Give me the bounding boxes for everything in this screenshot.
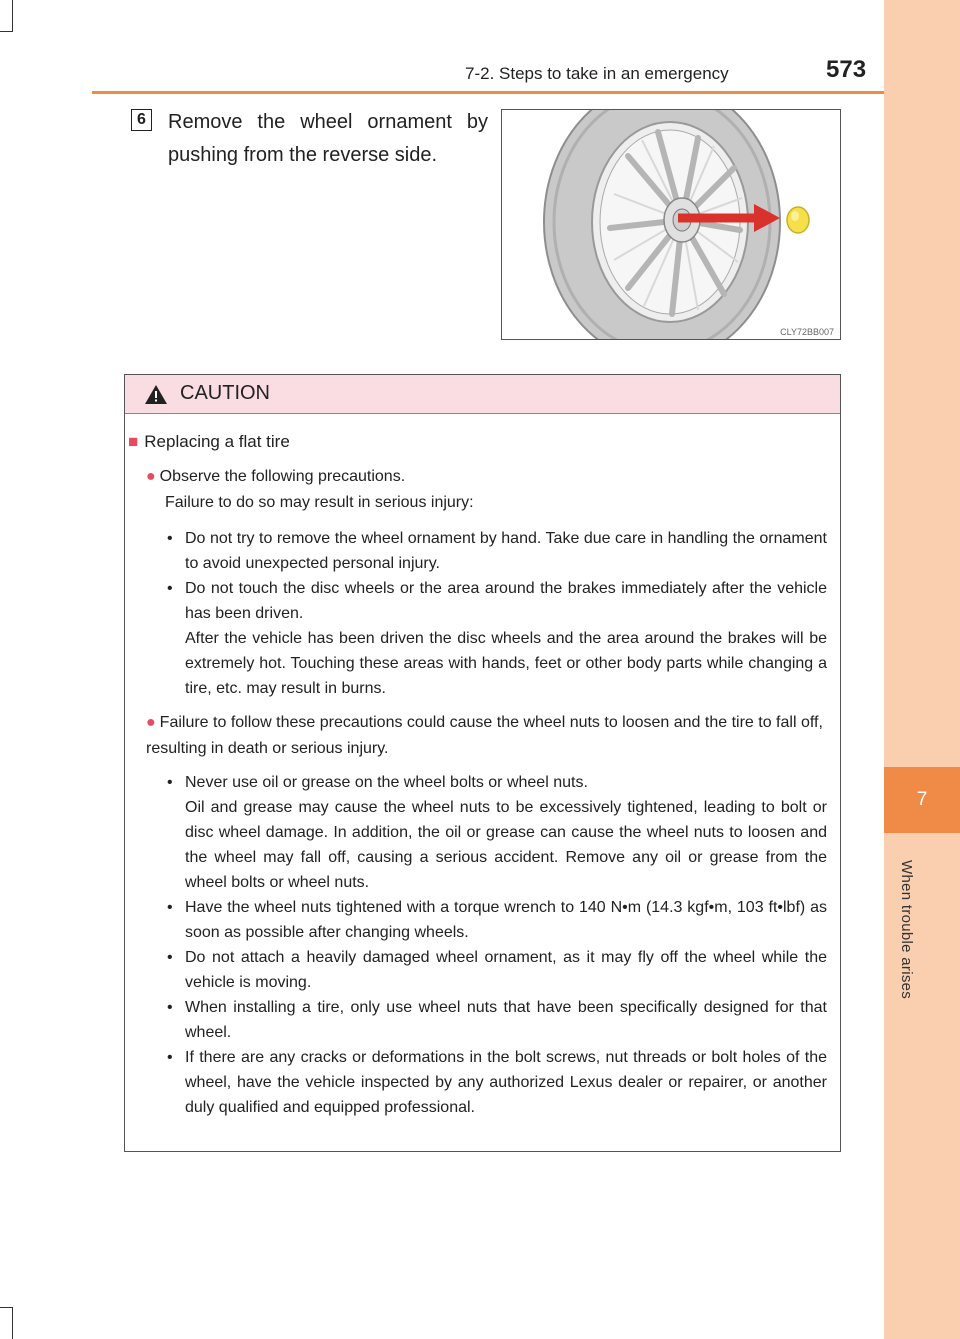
bullet-text: Do not try to remove the wheel ornament by hand. Take due care in handling the ornament to avoid unexpected personal injury.: [185, 530, 827, 572]
chapter-number: 7: [884, 767, 960, 833]
list-item: [167, 945, 827, 995]
caution-section-title: [128, 432, 290, 452]
step-instruction: Remove the wheel ornament by pushing from the reverse side.: [168, 111, 488, 166]
list-item: [167, 895, 827, 945]
wheel-ornament: [787, 207, 809, 233]
bullet-text: If there are any cracks or deformations in the bolt screws, nut threads or bolt holes of the wheel, have the vehicle inspected by any authorized Lexus dealer or repairer, or another duly qualified and equipped professional.: [185, 1049, 827, 1116]
header-rule: [92, 91, 884, 94]
page-number: 573: [826, 56, 867, 83]
item1-line2: Failure to do so may result in serious injury:: [165, 494, 474, 511]
chapter-side-tab: [884, 0, 960, 1339]
list-item: [167, 526, 827, 576]
circle-bullet-icon: ●: [146, 468, 156, 485]
crop-mark: [0, 1307, 12, 1308]
item1-line1: Observe the following precautions.: [159, 468, 406, 485]
item1-bullet-list: [167, 526, 827, 701]
crop-mark: [0, 31, 12, 32]
wheel-illustration: [502, 110, 840, 339]
caution-header: [125, 375, 840, 414]
caution-item-1: [146, 464, 836, 516]
bullet-text: When installing a tire, only use wheel nuts that have been specifically designed for that wheel.: [185, 999, 827, 1041]
warning-triangle-icon: [145, 385, 167, 404]
bullet-subtext: Oil and grease may cause the wheel nuts to be excessively tightened, leading to bolt or disc wheel damage. In addition, the oil or grease can cause the wheel nuts to loosen and the wheel may fall off, causing a serious accident. Remove any oil or grease from the wheel bolts or wheel nuts.: [185, 799, 827, 891]
square-bullet-icon: ■: [128, 432, 139, 451]
caution-title: CAUTION: [180, 382, 270, 404]
bullet-text: Have the wheel nuts tightened with a torque wrench to 140 N•m (14.3 kgf•m, 103 ft•lbf) as soon as possible after changing wheels.: [185, 899, 827, 941]
caution-item-2: [146, 710, 838, 762]
crop-mark: [12, 0, 13, 32]
bullet-subtext: After the vehicle has been driven the disc wheels and the area around the brakes will be extremely hot. Touching these areas with hands, feet or other body parts while changing a tire, etc. may result in burns.: [185, 630, 827, 697]
caution-section-title-text: Replacing a flat tire: [144, 432, 290, 451]
chapter-title: When trouble arises: [898, 860, 915, 1000]
wheel-ornament-illustration: [501, 109, 841, 340]
step-number-badge: 6: [131, 109, 152, 131]
bullet-text: Do not touch the disc wheels or the area around the brakes immediately after the vehicle has been driven.: [185, 580, 827, 622]
bullet-text: Never use oil or grease on the wheel bolts or wheel nuts.: [185, 774, 588, 791]
section-header: 7-2. Steps to take in an emergency: [465, 64, 729, 83]
item2-text: Failure to follow these precautions could cause the wheel nuts to loosen and the tire to fall off, resulting in death or serious injury.: [146, 714, 823, 757]
list-item: [167, 770, 827, 895]
crop-mark: [12, 1307, 13, 1339]
circle-bullet-icon: ●: [146, 714, 156, 731]
bullet-text: Do not attach a heavily damaged wheel ornament, as it may fly off the wheel while the vehicle is moving.: [185, 949, 827, 991]
list-item: [167, 1045, 827, 1120]
figure-code: CLY72BB007: [780, 327, 834, 337]
list-item: [167, 995, 827, 1045]
item2-bullet-list: [167, 770, 827, 1120]
list-item: [167, 576, 827, 701]
